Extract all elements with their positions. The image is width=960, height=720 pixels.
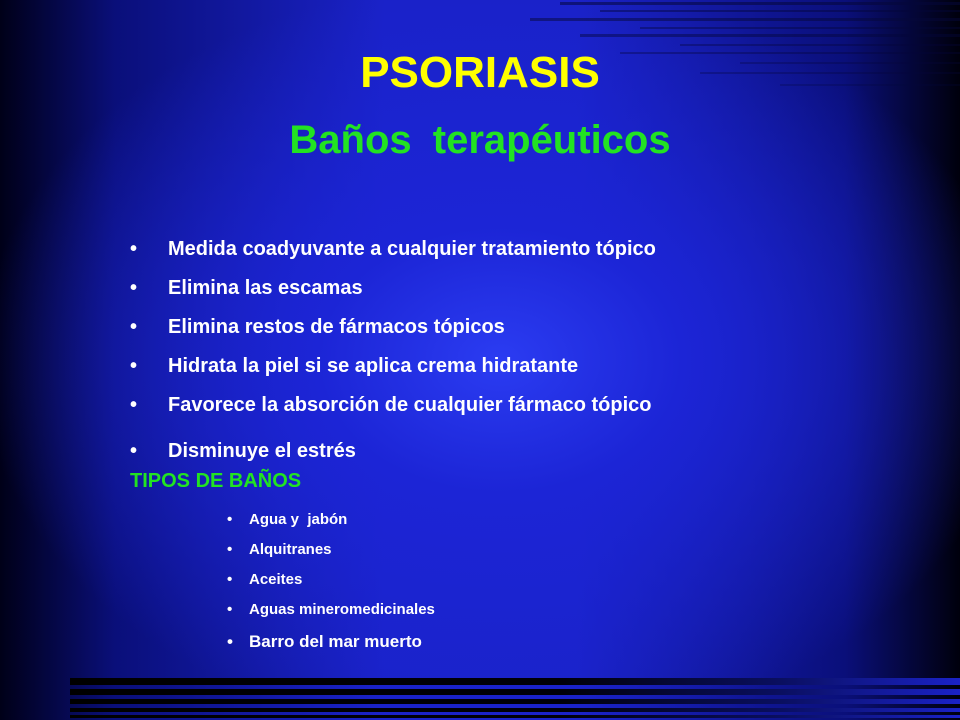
bath-types-list — [227, 505, 435, 659]
bullet-icon: • — [227, 601, 233, 618]
bullet-icon: • — [130, 394, 138, 416]
list-item-text: Hidrata la piel si se aplica crema hidratante — [168, 355, 579, 377]
bullet-icon: • — [130, 440, 138, 462]
slide-subtitle: Baños terapéuticos — [289, 118, 671, 162]
types-heading: TIPOS DE BAÑOS — [130, 470, 302, 492]
list-item-text: Medida coadyuvante a cualquier tratamiento tópico — [168, 238, 656, 260]
bullet-icon: • — [130, 238, 138, 260]
list-item — [227, 625, 435, 659]
bullet-icon: • — [227, 571, 233, 588]
bullet-icon: • — [130, 277, 138, 299]
bullet-icon: • — [130, 355, 138, 377]
bullet-icon: • — [227, 632, 233, 651]
decorative-bottom-lines — [70, 678, 960, 720]
list-item — [130, 230, 656, 269]
bullet-icon: • — [227, 511, 233, 528]
list-item — [227, 595, 435, 625]
bullet-icon: • — [227, 541, 233, 558]
list-item-text: Aguas mineromedicinales — [249, 601, 435, 618]
slide-title: PSORIASIS — [360, 48, 600, 97]
list-item-text: Aceites — [249, 571, 303, 588]
list-item-text: Elimina las escamas — [168, 277, 363, 299]
list-item-text: Alquitranes — [249, 541, 332, 558]
list-item — [227, 565, 435, 595]
list-item — [130, 425, 656, 469]
list-item-text: Elimina restos de fármacos tópicos — [168, 316, 505, 338]
list-item — [130, 347, 656, 386]
bullet-icon: • — [130, 316, 138, 338]
list-item-text: Barro del mar muerto — [249, 632, 422, 651]
list-item — [130, 269, 656, 308]
benefits-list — [130, 230, 656, 469]
list-item-text: Agua y jabón — [249, 511, 348, 528]
list-item-text: Favorece la absorción de cualquier fármaco tópico — [168, 394, 652, 416]
list-item-text: Disminuye el estrés — [168, 440, 356, 462]
list-item — [130, 386, 656, 425]
list-item — [227, 505, 435, 535]
list-item — [227, 535, 435, 565]
list-item — [130, 308, 656, 347]
